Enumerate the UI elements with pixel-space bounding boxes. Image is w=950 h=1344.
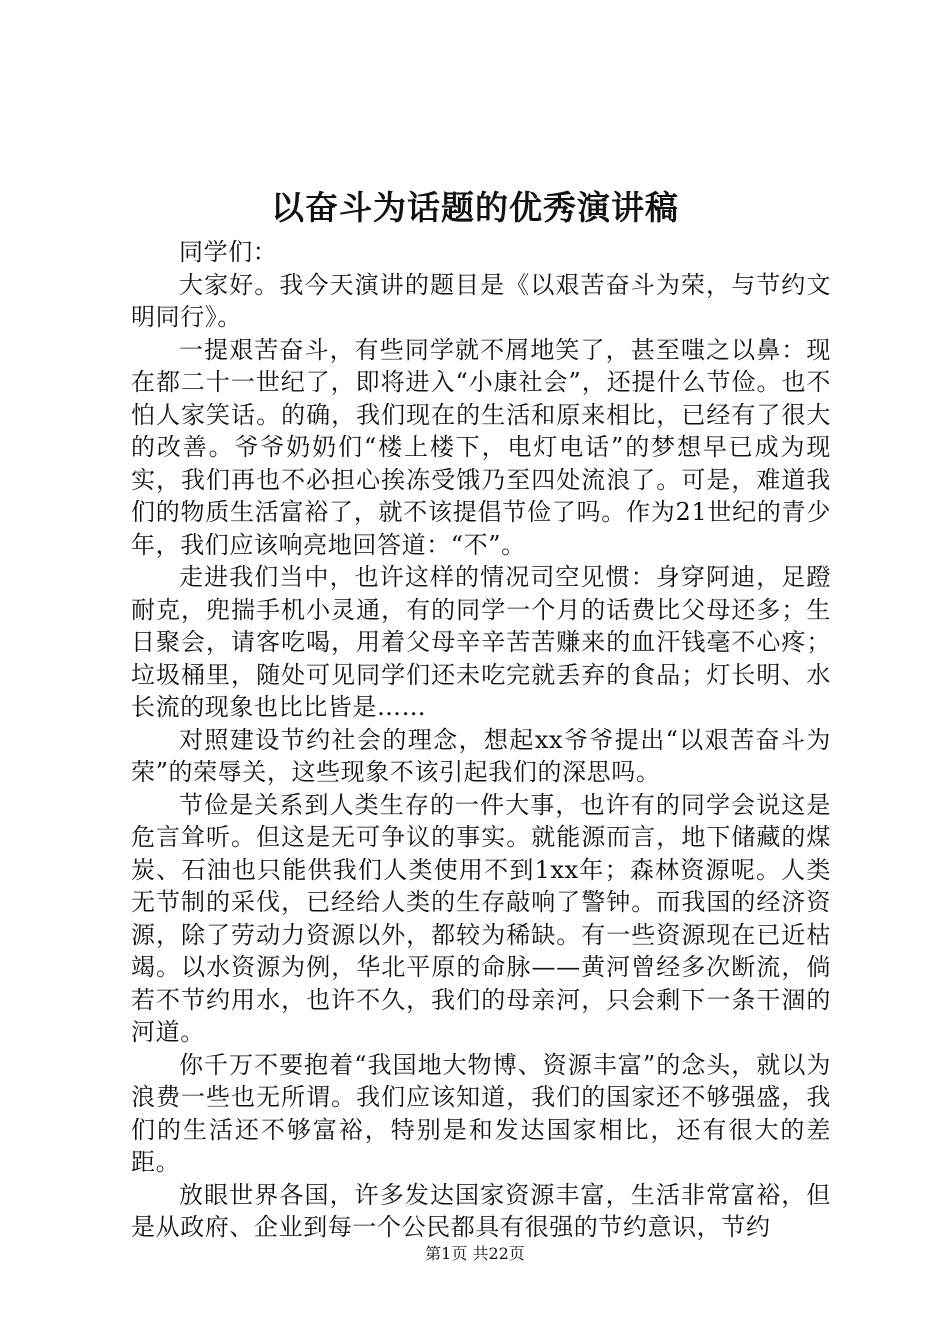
paragraph: 放眼世界各国，许多发达国家资源丰富，生活非常富裕，但是从政府、企业到每一个公民都具有很强的节约意识，节约 — [131, 1180, 831, 1241]
paragraph-intro: 大家好。我今天演讲的题目是《以艰苦奋斗为荣，与节约文明同行》。 — [131, 270, 831, 331]
paragraph: 节俭是关系到人类生存的一件大事，也许有的同学会说这是危言耸听。但这是无可争议的事实。就能源而言，地下储藏的煤炭、石油也只能供我们人类使用不到1xx年；森林资源呢。人类无节制的采伐，已经给人类的生存敲响了警钟。而我国的经济资源，除了劳动力资源以外，都较为稀缺。有一些资源现在已近枯竭。以水资源为例，华北平原的命脉——黄河曾经多次断流，倘若不节约用水，也许不久，我们的母亲河，只会剩下一条干涸的河道。 — [131, 790, 831, 1046]
paragraph: 你千万不要抱着“我国地大物博、资源丰富”的念头，就以为浪费一些也无所谓。我们应该知道，我们的国家还不够强盛，我们的生活还不够富裕，特别是和发达国家相比，还有很大的差距。 — [131, 1050, 831, 1176]
paragraph-greeting: 同学们： — [179, 238, 278, 266]
paragraph: 一提艰苦奋斗，有些同学就不屑地笑了，甚至嗤之以鼻：现在都二十一世纪了，即将进入“小康社会”，还提什么节俭。也不怕人家笑话。的确，我们现在的生活和原来相比，已经有了很大的改善。爷爷奶奶们“楼上楼下，电灯电话”的梦想早已成为现实，我们再也不必担心挨冻受饿乃至四处流浪了。可是，难道我们的物质生活富裕了，就不该提倡节俭了吗。作为21世纪的青少年，我们应该响亮地回答道：“不”。 — [131, 335, 831, 559]
document-title: 以奋斗为话题的优秀演讲稿 — [271, 188, 679, 227]
paragraph: 对照建设节约社会的理念，想起xx爷爷提出“以艰苦奋斗为荣”的荣辱关，这些现象不该引起我们的深思吗。 — [131, 725, 831, 786]
paragraph: 走进我们当中，也许这样的情况司空见惯：身穿阿迪，足蹬耐克，兜揣手机小灵通，有的同学一个月的话费比父母还多；生日聚会，请客吃喝，用着父母辛辛苦苦赚来的血汗钱毫不心疼；垃圾桶里，随处可见同学们还未吃完就丢弃的食品；灯长明、水长流的现象也比比皆是…… — [131, 563, 831, 721]
document-body — [131, 236, 831, 1244]
page-footer: 第1页 共22页 — [425, 1244, 525, 1263]
